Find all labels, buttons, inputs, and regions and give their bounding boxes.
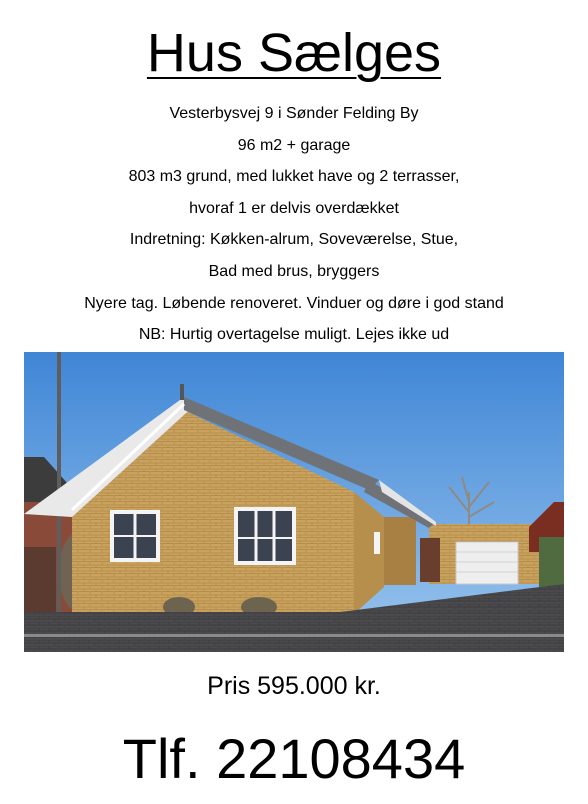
detail-plot: 803 m3 grund, med lukket have og 2 terrasser, — [128, 168, 460, 186]
page-title — [0, 22, 588, 84]
detail-bathroom: Bad med brus, bryggers — [208, 262, 380, 280]
detail-layout: Indretning: Køkken-alrum, Soveværelse, Stue, — [129, 231, 459, 249]
property-details — [0, 100, 588, 353]
detail-condition: Nyere tag. Løbende renoveret. Vinduer og døre i god stand — [84, 294, 504, 312]
detail-address: Vesterbysvej 9 i Sønder Felding By — [169, 105, 419, 122]
detail-note: NB: Hurtig overtagelse muligt. Lejes ikke ud — [138, 326, 450, 344]
detail-size: 96 m2 + garage — [237, 136, 351, 154]
price: Pris 595.000 kr. — [207, 672, 381, 700]
detail-terrace: hvoraf 1 er delvis overdækket — [189, 199, 399, 217]
title-text: Hus Sælges — [146, 23, 442, 83]
phone-number: Tlf. 22108434 — [122, 727, 466, 790]
house-photo — [24, 352, 564, 652]
